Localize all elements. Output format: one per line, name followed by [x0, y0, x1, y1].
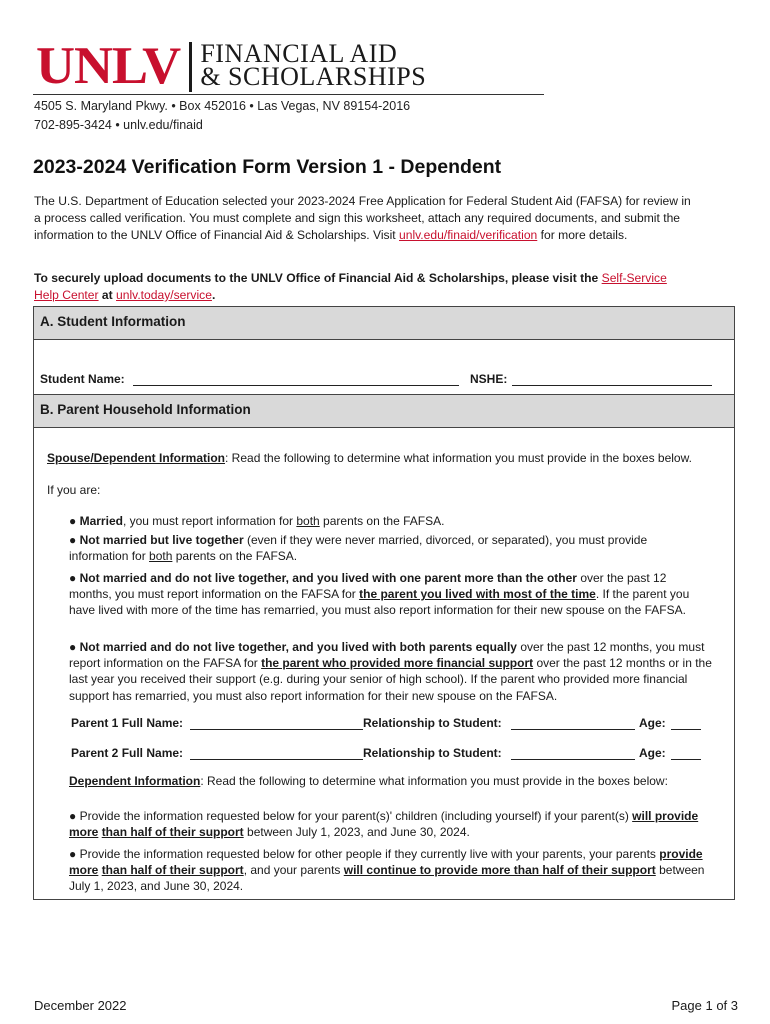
spouse-dependent-intro: Spouse/Dependent Information: Read the following to determine what information you must provide in the boxes below. [47, 451, 692, 465]
parent2-relationship-label: Relationship to Student: [363, 746, 502, 760]
parent1-relationship-field[interactable] [511, 729, 635, 730]
footer-page-number: Page 1 of 3 [671, 998, 738, 1013]
verification-link[interactable]: unlv.edu/finaid/verification [399, 228, 538, 242]
dependent-others-item: ● Provide the information requested below for other people if they currently live with your parents, your parents provide more than half of their support, and your parents will continue to provide more than half of their support between July 1, 2023, and June 30, 2024. [69, 847, 705, 894]
logo-line-1: FINANCIAL AID [200, 39, 398, 68]
section-a-heading: A. Student Information [33, 306, 735, 340]
header-rule [33, 94, 544, 95]
logo-unlv-wordmark: UNLV [36, 37, 181, 95]
parent1-age-label: Age: [639, 716, 666, 730]
parent1-age-field[interactable] [671, 729, 701, 730]
parent2-age-label: Age: [639, 746, 666, 760]
unlv-logo [36, 37, 427, 95]
logo-department [200, 39, 427, 91]
student-name-field[interactable] [133, 385, 459, 386]
address-line-1: 4505 S. Maryland Pkwy. • Box 452016 • Las Vegas, NV 89154-2016 [34, 99, 411, 113]
page-title: 2023-2024 Verification Form Version 1 - Dependent [33, 156, 502, 178]
parent2-name-label: Parent 2 Full Name: [71, 746, 184, 760]
section-b-body [33, 428, 735, 900]
upload-instructions: To securely upload documents to the UNLV Office of Financial Aid & Scholarships, please visit the Self-Service Help Center at unlv.today/service. [34, 271, 667, 302]
address-line-2: 702-895-3424 • unlv.edu/finaid [34, 118, 203, 132]
parent2-age-field[interactable] [671, 759, 701, 760]
nshe-field[interactable] [512, 385, 712, 386]
married-item: ● Married, you must report information for both parents on the FAFSA. [69, 514, 445, 528]
footer-date: December 2022 [34, 998, 127, 1013]
logo-line-2: & SCHOLARSHIPS [200, 62, 427, 91]
parent1-name-field[interactable] [190, 729, 363, 730]
section-a-body [33, 340, 735, 394]
unlv-today-service-link[interactable]: unlv.today/service [116, 288, 212, 302]
student-name-label: Student Name: [40, 372, 125, 386]
section-b-heading: B. Parent Household Information [33, 394, 735, 428]
dependent-info-intro: Dependent Information: Read the following to determine what information you must provide in the boxes below: [69, 774, 668, 788]
parent2-relationship-field[interactable] [511, 759, 635, 760]
logo-divider [189, 42, 192, 92]
dependent-children-item: ● Provide the information requested below for your parent(s)' children (including yourself) if your parent(s) will provide more than half of their support between July 1, 2023, and June 30, 2024. [69, 809, 699, 840]
not-married-together-item: ● Not married but live together (even if they were never married, divorced, or separated), you must provide information for both parents on the FAFSA. [69, 533, 648, 564]
if-you-are-text: If you are: [47, 483, 101, 497]
self-service-link[interactable]: Self-Service Help Center [34, 271, 667, 302]
parent1-relationship-label: Relationship to Student: [363, 716, 502, 730]
nshe-label: NSHE: [470, 372, 508, 386]
parent2-name-field[interactable] [190, 759, 363, 760]
not-married-equal-item: ● Not married and do not live together, and you lived with both parents equally over the past 12 months, you must report information on the FAFSA for the parent who provided more financial support over the past 12 months or in the last year you received their support (e.g. during your senior of high school). If the parent who provided more financial support has remarried, you must also report information for their new spouse on the FAFSA. [69, 640, 712, 703]
not-married-one-parent-item: ● Not married and do not live together, and you lived with one parent more than the other over the past 12 months, you must report information on the FAFSA for the parent you lived with most of the time. If the parent you have lived with more of the time has remarried, you must also report information for their new spouse on the FAFSA. [69, 571, 690, 618]
intro-paragraph: The U.S. Department of Education selected your 2023-2024 Free Application for Federal Student Aid (FAFSA) for review in a process called verification. You must complete and sign this worksheet, attach any required documents, and submit the information to the UNLV Office of Financial Aid & Scholarships. Visit unlv.edu/finaid/verification for more details. [34, 194, 691, 242]
parent1-name-label: Parent 1 Full Name: [71, 716, 184, 730]
